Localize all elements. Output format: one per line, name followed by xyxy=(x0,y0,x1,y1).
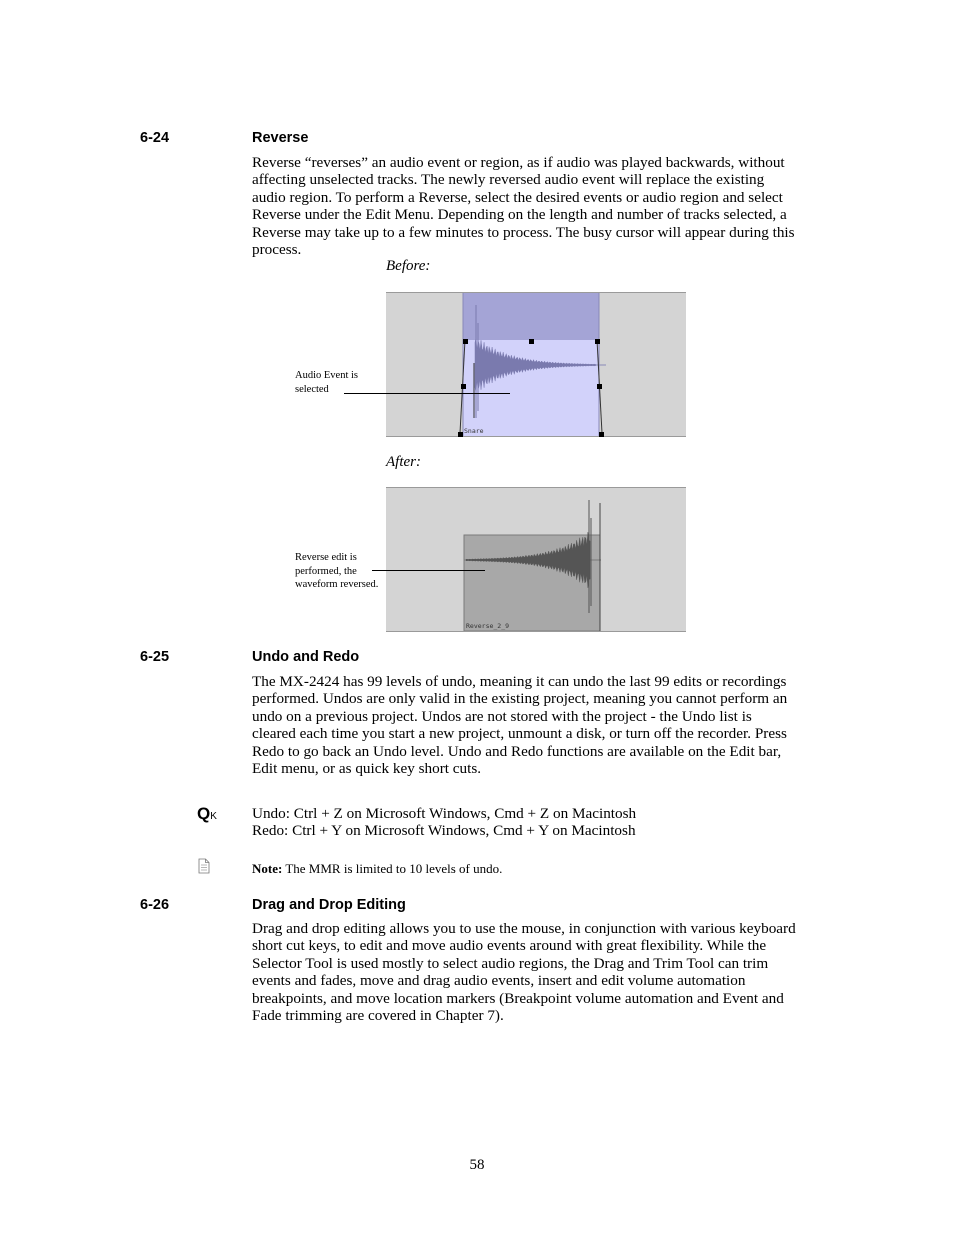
event-label: Snare xyxy=(464,427,484,435)
callout-leader-line xyxy=(372,570,485,571)
quickkey-text xyxy=(252,805,818,840)
shortcut-line: Undo: Ctrl + Z on Microsoft Windows, Cmd + Z on Macintosh xyxy=(252,805,637,822)
body-line: The MX-2424 has 99 levels of undo, meaning it can undo the last 99 edits or recordings xyxy=(252,673,787,690)
figure-caption-after: After: xyxy=(386,454,421,470)
section-number: 6-25 xyxy=(140,649,170,665)
selection-handle[interactable] xyxy=(597,384,602,389)
event-label: Reverse_2_9 xyxy=(466,622,510,630)
section-body xyxy=(252,920,818,1024)
after-waveform-graphic xyxy=(386,488,686,631)
section-title: Reverse xyxy=(252,130,309,146)
quickkey-icon xyxy=(197,804,217,824)
callout-line: selected xyxy=(295,383,329,395)
section-title: Undo and Redo xyxy=(252,649,360,665)
body-line: Reverse may take up to a few minutes to process. The busy cursor will appear during this xyxy=(252,223,795,241)
quickkey-icon-letter: Q xyxy=(197,804,211,823)
body-line: Redo to go back an Undo level. Undo and Redo functions are available on the Edit bar, xyxy=(252,742,782,760)
quickkey-icon-sub: K xyxy=(210,811,217,822)
body-line: breakpoints, and move location markers (Breakpoint volume automation and Event and xyxy=(252,989,784,1007)
body-line: audio region. To perform a Reverse, select the desired events or audio region and select xyxy=(252,188,783,206)
selection-handle[interactable] xyxy=(463,339,468,344)
before-screenshot xyxy=(386,292,686,437)
callout-line: Reverse edit is xyxy=(295,552,357,563)
section-body xyxy=(252,154,818,258)
note-text xyxy=(252,861,502,877)
body-line: undo on a previous project. Undos are not stored with the project - the Undo list is xyxy=(252,707,752,725)
selection-handle[interactable] xyxy=(599,432,604,437)
body-line: cleared each time you start a new project, unmount a disk, or turn off the recorder. Press xyxy=(252,725,787,743)
callout-line: performed, the xyxy=(295,565,357,577)
callout-after xyxy=(295,551,378,592)
selection-handle[interactable] xyxy=(458,432,463,437)
shortcut-line: Redo: Ctrl + Y on Microsoft Windows, Cmd + Y on Macintosh xyxy=(252,822,636,840)
note-label: Note: xyxy=(252,861,283,876)
body-line: short cut keys, to edit and move audio events around with great flexibility. While the xyxy=(252,937,767,955)
body-line: Reverse “reverses” an audio event or region, as if audio was played backwards, without xyxy=(252,154,785,171)
body-line: affecting unselected tracks. The newly reversed audio event will replace the existing xyxy=(252,171,765,189)
note-body: The MMR is limited to 10 levels of undo. xyxy=(282,861,503,876)
body-line: events and fades, move and drag audio events, insert and edit volume automation xyxy=(252,972,746,990)
body-line: Selector Tool is used mostly to select audio regions, the Drag and Trim Tool can trim xyxy=(252,954,769,972)
note-icon xyxy=(198,858,210,874)
after-screenshot xyxy=(386,487,686,632)
figure-caption-before: Before: xyxy=(386,258,431,274)
selection-handle[interactable] xyxy=(529,339,534,344)
section-number: 6-26 xyxy=(140,897,170,913)
section-number: 6-24 xyxy=(140,130,170,146)
body-line: Reverse under the Edit Menu. Depending on the length and number of tracks selected, a xyxy=(252,206,787,224)
callout-line: Audio Event is xyxy=(295,370,358,381)
callout-leader-line xyxy=(344,393,510,394)
body-line: Edit menu, or as quick key short cuts. xyxy=(252,760,482,778)
selection-handle[interactable] xyxy=(461,384,466,389)
section-title: Drag and Drop Editing xyxy=(252,897,406,913)
callout-before xyxy=(295,369,358,396)
selection-handle[interactable] xyxy=(595,339,600,344)
page-number: 58 xyxy=(469,1157,485,1173)
section-body xyxy=(252,673,818,777)
callout-line: waveform reversed. xyxy=(295,579,379,590)
body-line: Drag and drop editing allows you to use the mouse, in conjunction with various keyboard xyxy=(252,920,796,937)
body-line: performed. Undos are only valid in the existing project, meaning you cannot perform an xyxy=(252,690,788,708)
before-waveform-graphic xyxy=(386,293,686,436)
body-line: process. xyxy=(252,241,302,259)
body-line: Fade trimming are covered in Chapter 7). xyxy=(252,1007,504,1025)
